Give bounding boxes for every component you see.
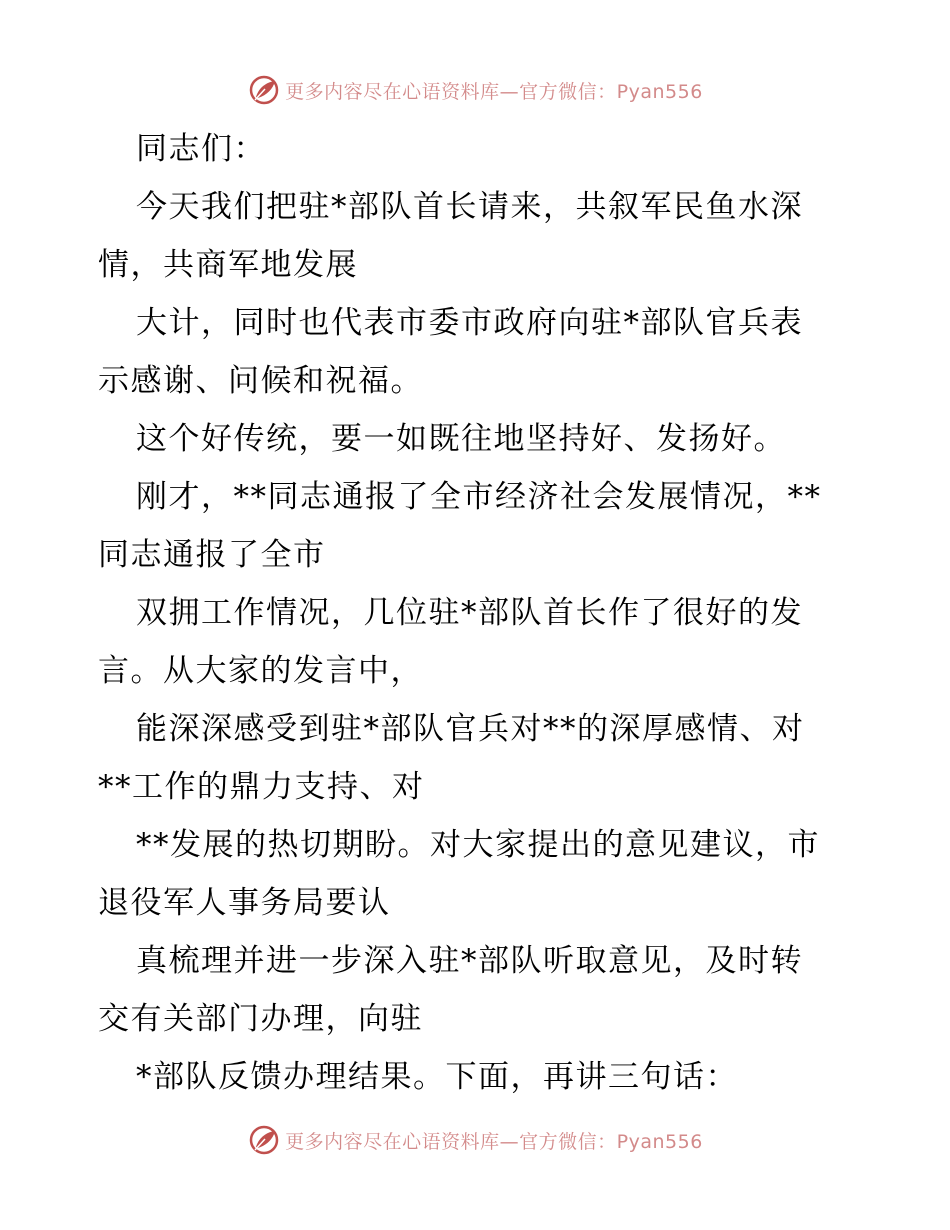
- text-line: *部队反馈办理结果。下面，再讲三句话：: [136, 1059, 738, 1095]
- text-line: 真梳理并进一步深入驻*部队听取意见，及时转: [136, 943, 803, 979]
- text-line: 双拥工作情况，几位驻*部队首长作了很好的发: [136, 595, 803, 631]
- footer-banner-text: 更多内容尽在心语资料库—官方微信：Pyan556: [285, 1130, 703, 1153]
- text-line: 能深深感受到驻*部队官兵对**的深厚感情、对: [136, 711, 805, 747]
- text-line: 大计，同时也代表市委市政府向驻*部队官兵表: [136, 305, 803, 341]
- leaf-logo-icon: [247, 1123, 281, 1157]
- leaf-logo-icon: [247, 73, 281, 107]
- footer-banner: [0, 1120, 950, 1160]
- text-line: 示感谢、问候和祝福。: [98, 363, 423, 399]
- text-line: **发展的热切期盼。对大家提出的意见建议，市: [136, 827, 820, 863]
- text-line: 言。从大家的发言中，: [98, 653, 423, 689]
- text-line: 今天我们把驻*部队首长请来，共叙军民鱼水深: [136, 189, 803, 225]
- text-line: 这个好传统，要一如既往地坚持好、发扬好。: [136, 421, 786, 457]
- text-line: 同志通报了全市: [98, 537, 326, 573]
- text-line: 退役军人事务局要认: [98, 885, 391, 921]
- document-body: [98, 120, 858, 1106]
- text-line: 交有关部门办理，向驻: [98, 1001, 423, 1037]
- header-banner: [0, 70, 950, 110]
- text-line: 刚才，**同志通报了全市经济社会发展情况，**: [136, 479, 822, 515]
- text-line: 情，共商军地发展: [98, 247, 358, 283]
- text-line: **工作的鼎力支持、对: [98, 769, 425, 805]
- header-banner-text: 更多内容尽在心语资料库—官方微信：Pyan556: [285, 80, 703, 103]
- text-line: 同志们：: [136, 131, 266, 167]
